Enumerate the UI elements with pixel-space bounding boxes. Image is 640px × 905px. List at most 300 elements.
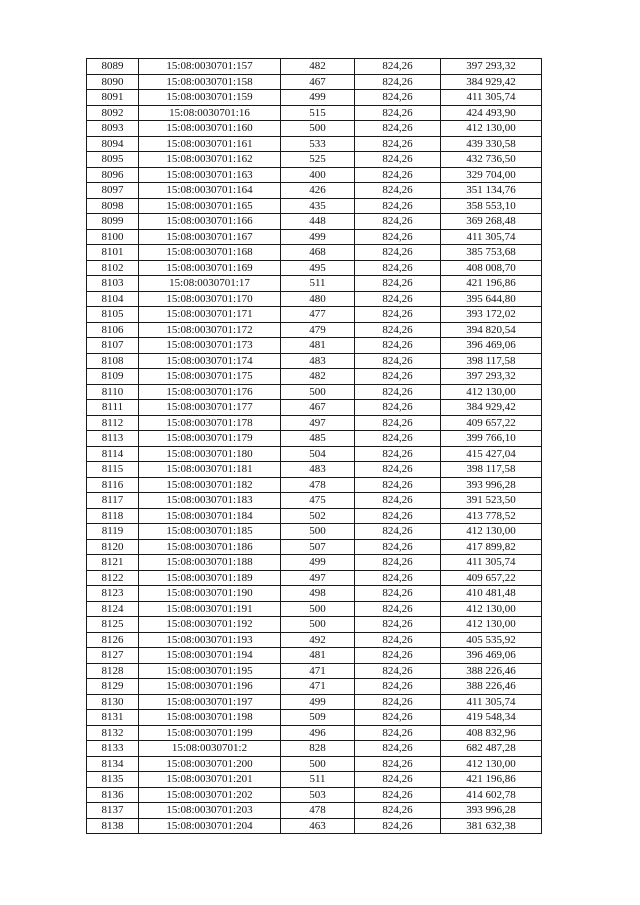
table-row [87, 477, 542, 493]
area-cell: 497 [281, 415, 355, 431]
row-number-cell: 8137 [87, 803, 139, 819]
row-number-cell: 8129 [87, 679, 139, 695]
area-cell: 497 [281, 570, 355, 586]
row-number-cell: 8121 [87, 555, 139, 571]
rate-cell: 824,26 [355, 276, 441, 292]
row-number-cell: 8112 [87, 415, 139, 431]
cadastral-number-cell: 15:08:0030701:194 [139, 648, 281, 664]
area-cell: 482 [281, 59, 355, 75]
rate-cell: 824,26 [355, 291, 441, 307]
cadastral-number-cell: 15:08:0030701:203 [139, 803, 281, 819]
cadastral-value-cell: 410 481,48 [441, 586, 542, 602]
rate-cell: 824,26 [355, 477, 441, 493]
area-cell: 483 [281, 462, 355, 478]
cadastral-number-cell: 15:08:0030701:172 [139, 322, 281, 338]
row-number-cell: 8138 [87, 818, 139, 834]
cadastral-number-cell: 15:08:0030701:202 [139, 787, 281, 803]
area-cell: 485 [281, 431, 355, 447]
table-row [87, 756, 542, 772]
cadastral-number-cell: 15:08:0030701:186 [139, 539, 281, 555]
rate-cell: 824,26 [355, 725, 441, 741]
cadastral-number-cell: 15:08:0030701:165 [139, 198, 281, 214]
row-number-cell: 8098 [87, 198, 139, 214]
rate-cell: 824,26 [355, 431, 441, 447]
row-number-cell: 8127 [87, 648, 139, 664]
rate-cell: 824,26 [355, 493, 441, 509]
table-row [87, 803, 542, 819]
table-row [87, 570, 542, 586]
cadastral-number-cell: 15:08:0030701:188 [139, 555, 281, 571]
cadastral-number-cell: 15:08:0030701:184 [139, 508, 281, 524]
cadastral-value-cell: 412 130,00 [441, 384, 542, 400]
area-cell: 500 [281, 384, 355, 400]
rate-cell: 824,26 [355, 167, 441, 183]
area-cell: 828 [281, 741, 355, 757]
rate-cell: 824,26 [355, 214, 441, 230]
area-cell: 483 [281, 353, 355, 369]
table-row [87, 90, 542, 106]
area-cell: 478 [281, 477, 355, 493]
table-row [87, 74, 542, 90]
cadastral-number-cell: 15:08:0030701:199 [139, 725, 281, 741]
cadastral-value-cell: 408 832,96 [441, 725, 542, 741]
rate-cell: 824,26 [355, 90, 441, 106]
area-cell: 502 [281, 508, 355, 524]
row-number-cell: 8128 [87, 663, 139, 679]
table-row [87, 260, 542, 276]
table-row [87, 291, 542, 307]
area-cell: 500 [281, 524, 355, 540]
cadastral-number-cell: 15:08:0030701:16 [139, 105, 281, 121]
cadastral-number-cell: 15:08:0030701:176 [139, 384, 281, 400]
table-row [87, 663, 542, 679]
cadastral-value-cell: 412 130,00 [441, 121, 542, 137]
rate-cell: 824,26 [355, 648, 441, 664]
table-row [87, 462, 542, 478]
rate-cell: 824,26 [355, 772, 441, 788]
cadastral-value-cell: 409 657,22 [441, 415, 542, 431]
rate-cell: 824,26 [355, 679, 441, 695]
cadastral-number-cell: 15:08:0030701:185 [139, 524, 281, 540]
cadastral-number-cell: 15:08:0030701:190 [139, 586, 281, 602]
row-number-cell: 8124 [87, 601, 139, 617]
row-number-cell: 8109 [87, 369, 139, 385]
cadastral-value-cell: 415 427,04 [441, 446, 542, 462]
area-cell: 478 [281, 803, 355, 819]
table-row [87, 400, 542, 416]
cadastral-number-cell: 15:08:0030701:164 [139, 183, 281, 199]
row-number-cell: 8108 [87, 353, 139, 369]
cadastral-value-cell: 391 523,50 [441, 493, 542, 509]
area-cell: 525 [281, 152, 355, 168]
area-cell: 426 [281, 183, 355, 199]
area-cell: 511 [281, 276, 355, 292]
table-row [87, 198, 542, 214]
cadastral-value-cell: 408 008,70 [441, 260, 542, 276]
cadastral-number-cell: 15:08:0030701:189 [139, 570, 281, 586]
cadastral-number-cell: 15:08:0030701:191 [139, 601, 281, 617]
rate-cell: 824,26 [355, 74, 441, 90]
cadastral-number-cell: 15:08:0030701:192 [139, 617, 281, 633]
cadastral-value-cell: 412 130,00 [441, 601, 542, 617]
area-cell: 504 [281, 446, 355, 462]
table-row [87, 105, 542, 121]
table-row [87, 555, 542, 571]
area-cell: 507 [281, 539, 355, 555]
row-number-cell: 8113 [87, 431, 139, 447]
cadastral-value-cell: 411 305,74 [441, 229, 542, 245]
cadastral-value-cell: 395 644,80 [441, 291, 542, 307]
row-number-cell: 8106 [87, 322, 139, 338]
cadastral-number-cell: 15:08:0030701:161 [139, 136, 281, 152]
table-row [87, 322, 542, 338]
cadastral-value-cell: 384 929,42 [441, 400, 542, 416]
area-cell: 448 [281, 214, 355, 230]
area-cell: 468 [281, 245, 355, 261]
cadastral-value-cell: 369 268,48 [441, 214, 542, 230]
cadastral-number-cell: 15:08:0030701:196 [139, 679, 281, 695]
cadastral-value-cell: 399 766,10 [441, 431, 542, 447]
cadastral-number-cell: 15:08:0030701:181 [139, 462, 281, 478]
row-number-cell: 8095 [87, 152, 139, 168]
cadastral-number-cell: 15:08:0030701:162 [139, 152, 281, 168]
table-row [87, 245, 542, 261]
cadastral-value-cell: 329 704,00 [441, 167, 542, 183]
area-cell: 495 [281, 260, 355, 276]
rate-cell: 824,26 [355, 741, 441, 757]
area-cell: 492 [281, 632, 355, 648]
cadastral-value-cell: 405 535,92 [441, 632, 542, 648]
rate-cell: 824,26 [355, 508, 441, 524]
area-cell: 482 [281, 369, 355, 385]
table-row [87, 353, 542, 369]
rate-cell: 824,26 [355, 152, 441, 168]
row-number-cell: 8097 [87, 183, 139, 199]
cadastral-number-cell: 15:08:0030701:179 [139, 431, 281, 447]
cadastral-value-cell: 397 293,32 [441, 369, 542, 385]
table-row [87, 741, 542, 757]
area-cell: 475 [281, 493, 355, 509]
rate-cell: 824,26 [355, 756, 441, 772]
cadastral-number-cell: 15:08:0030701:197 [139, 694, 281, 710]
area-cell: 533 [281, 136, 355, 152]
cadastral-number-cell: 15:08:0030701:201 [139, 772, 281, 788]
row-number-cell: 8093 [87, 121, 139, 137]
cadastral-value-cell: 396 469,06 [441, 648, 542, 664]
rate-cell: 824,26 [355, 570, 441, 586]
cadastral-number-cell: 15:08:0030701:180 [139, 446, 281, 462]
row-number-cell: 8125 [87, 617, 139, 633]
cadastral-value-table [86, 58, 542, 834]
cadastral-value-cell: 397 293,32 [441, 59, 542, 75]
row-number-cell: 8130 [87, 694, 139, 710]
cadastral-value-cell: 411 305,74 [441, 90, 542, 106]
cadastral-number-cell: 15:08:0030701:2 [139, 741, 281, 757]
rate-cell: 824,26 [355, 415, 441, 431]
rate-cell: 824,26 [355, 183, 441, 199]
cadastral-value-cell: 396 469,06 [441, 338, 542, 354]
row-number-cell: 8102 [87, 260, 139, 276]
table-row [87, 152, 542, 168]
rate-cell: 824,26 [355, 663, 441, 679]
row-number-cell: 8123 [87, 586, 139, 602]
row-number-cell: 8134 [87, 756, 139, 772]
area-cell: 499 [281, 694, 355, 710]
table-row [87, 524, 542, 540]
table-row [87, 725, 542, 741]
cadastral-value-cell: 412 130,00 [441, 524, 542, 540]
cadastral-value-cell: 409 657,22 [441, 570, 542, 586]
rate-cell: 824,26 [355, 245, 441, 261]
row-number-cell: 8135 [87, 772, 139, 788]
table-row [87, 446, 542, 462]
rate-cell: 824,26 [355, 136, 441, 152]
table-row [87, 617, 542, 633]
table-row [87, 229, 542, 245]
cadastral-value-cell: 388 226,46 [441, 663, 542, 679]
cadastral-value-cell: 432 736,50 [441, 152, 542, 168]
rate-cell: 824,26 [355, 710, 441, 726]
table-row [87, 648, 542, 664]
area-cell: 500 [281, 601, 355, 617]
row-number-cell: 8122 [87, 570, 139, 586]
cadastral-value-cell: 424 493,90 [441, 105, 542, 121]
cadastral-value-cell: 421 196,86 [441, 772, 542, 788]
cadastral-value-cell: 682 487,28 [441, 741, 542, 757]
area-cell: 509 [281, 710, 355, 726]
table-row [87, 384, 542, 400]
row-number-cell: 8103 [87, 276, 139, 292]
cadastral-number-cell: 15:08:0030701:183 [139, 493, 281, 509]
cadastral-value-cell: 398 117,58 [441, 353, 542, 369]
rate-cell: 824,26 [355, 555, 441, 571]
row-number-cell: 8120 [87, 539, 139, 555]
cadastral-value-cell: 412 130,00 [441, 617, 542, 633]
table-row [87, 167, 542, 183]
area-cell: 471 [281, 663, 355, 679]
area-cell: 477 [281, 307, 355, 323]
cadastral-number-cell: 15:08:0030701:174 [139, 353, 281, 369]
area-cell: 496 [281, 725, 355, 741]
row-number-cell: 8117 [87, 493, 139, 509]
cadastral-value-cell: 411 305,74 [441, 555, 542, 571]
rate-cell: 824,26 [355, 539, 441, 555]
table-row [87, 818, 542, 834]
cadastral-number-cell: 15:08:0030701:171 [139, 307, 281, 323]
area-cell: 480 [281, 291, 355, 307]
area-cell: 463 [281, 818, 355, 834]
rate-cell: 824,26 [355, 462, 441, 478]
cadastral-number-cell: 15:08:0030701:160 [139, 121, 281, 137]
cadastral-number-cell: 15:08:0030701:182 [139, 477, 281, 493]
area-cell: 471 [281, 679, 355, 695]
cadastral-value-cell: 358 553,10 [441, 198, 542, 214]
table-row [87, 679, 542, 695]
row-number-cell: 8119 [87, 524, 139, 540]
row-number-cell: 8131 [87, 710, 139, 726]
cadastral-value-cell: 413 778,52 [441, 508, 542, 524]
rate-cell: 824,26 [355, 260, 441, 276]
row-number-cell: 8100 [87, 229, 139, 245]
area-cell: 500 [281, 617, 355, 633]
area-cell: 479 [281, 322, 355, 338]
cadastral-value-cell: 398 117,58 [441, 462, 542, 478]
rate-cell: 824,26 [355, 59, 441, 75]
table-row [87, 214, 542, 230]
rate-cell: 824,26 [355, 601, 441, 617]
area-cell: 498 [281, 586, 355, 602]
rate-cell: 824,26 [355, 632, 441, 648]
row-number-cell: 8104 [87, 291, 139, 307]
cadastral-value-cell: 393 996,28 [441, 803, 542, 819]
table-row [87, 772, 542, 788]
table-row [87, 183, 542, 199]
rate-cell: 824,26 [355, 818, 441, 834]
row-number-cell: 8116 [87, 477, 139, 493]
row-number-cell: 8110 [87, 384, 139, 400]
row-number-cell: 8094 [87, 136, 139, 152]
cadastral-value-cell: 381 632,38 [441, 818, 542, 834]
area-cell: 467 [281, 400, 355, 416]
rate-cell: 824,26 [355, 322, 441, 338]
cadastral-number-cell: 15:08:0030701:169 [139, 260, 281, 276]
rate-cell: 824,26 [355, 105, 441, 121]
row-number-cell: 8132 [87, 725, 139, 741]
area-cell: 481 [281, 648, 355, 664]
cadastral-number-cell: 15:08:0030701:158 [139, 74, 281, 90]
area-cell: 511 [281, 772, 355, 788]
table-row [87, 369, 542, 385]
cadastral-number-cell: 15:08:0030701:168 [139, 245, 281, 261]
table-row [87, 59, 542, 75]
cadastral-number-cell: 15:08:0030701:175 [139, 369, 281, 385]
row-number-cell: 8126 [87, 632, 139, 648]
cadastral-value-cell: 393 996,28 [441, 477, 542, 493]
table-row [87, 632, 542, 648]
rate-cell: 824,26 [355, 586, 441, 602]
cadastral-value-cell: 439 330,58 [441, 136, 542, 152]
area-cell: 400 [281, 167, 355, 183]
area-cell: 499 [281, 229, 355, 245]
table-row [87, 787, 542, 803]
rate-cell: 824,26 [355, 400, 441, 416]
area-cell: 499 [281, 555, 355, 571]
cadastral-number-cell: 15:08:0030701:193 [139, 632, 281, 648]
cadastral-number-cell: 15:08:0030701:17 [139, 276, 281, 292]
cadastral-number-cell: 15:08:0030701:195 [139, 663, 281, 679]
cadastral-number-cell: 15:08:0030701:200 [139, 756, 281, 772]
cadastral-number-cell: 15:08:0030701:157 [139, 59, 281, 75]
cadastral-value-cell: 411 305,74 [441, 694, 542, 710]
row-number-cell: 8099 [87, 214, 139, 230]
cadastral-number-cell: 15:08:0030701:167 [139, 229, 281, 245]
cadastral-number-cell: 15:08:0030701:204 [139, 818, 281, 834]
area-cell: 503 [281, 787, 355, 803]
cadastral-value-cell: 351 134,76 [441, 183, 542, 199]
table-row [87, 338, 542, 354]
cadastral-number-cell: 15:08:0030701:159 [139, 90, 281, 106]
area-cell: 500 [281, 121, 355, 137]
cadastral-value-cell: 394 820,54 [441, 322, 542, 338]
rate-cell: 824,26 [355, 229, 441, 245]
cadastral-number-cell: 15:08:0030701:198 [139, 710, 281, 726]
table-row [87, 415, 542, 431]
cadastral-value-cell: 419 548,34 [441, 710, 542, 726]
cadastral-value-cell: 421 196,86 [441, 276, 542, 292]
row-number-cell: 8101 [87, 245, 139, 261]
row-number-cell: 8096 [87, 167, 139, 183]
rate-cell: 824,26 [355, 803, 441, 819]
row-number-cell: 8089 [87, 59, 139, 75]
rate-cell: 824,26 [355, 198, 441, 214]
table-row [87, 307, 542, 323]
rate-cell: 824,26 [355, 338, 441, 354]
area-cell: 467 [281, 74, 355, 90]
area-cell: 499 [281, 90, 355, 106]
area-cell: 500 [281, 756, 355, 772]
cadastral-number-cell: 15:08:0030701:177 [139, 400, 281, 416]
cadastral-value-cell: 393 172,02 [441, 307, 542, 323]
table-row [87, 586, 542, 602]
cadastral-number-cell: 15:08:0030701:173 [139, 338, 281, 354]
cadastral-number-cell: 15:08:0030701:178 [139, 415, 281, 431]
cadastral-value-cell: 412 130,00 [441, 756, 542, 772]
table-row [87, 601, 542, 617]
area-cell: 435 [281, 198, 355, 214]
cadastral-value-cell: 414 602,78 [441, 787, 542, 803]
rate-cell: 824,26 [355, 694, 441, 710]
row-number-cell: 8136 [87, 787, 139, 803]
table-row [87, 431, 542, 447]
table-row [87, 508, 542, 524]
table-row [87, 539, 542, 555]
table-body [87, 59, 542, 834]
table-row [87, 493, 542, 509]
row-number-cell: 8133 [87, 741, 139, 757]
row-number-cell: 8091 [87, 90, 139, 106]
table-row [87, 121, 542, 137]
row-number-cell: 8090 [87, 74, 139, 90]
row-number-cell: 8118 [87, 508, 139, 524]
rate-cell: 824,26 [355, 307, 441, 323]
rate-cell: 824,26 [355, 617, 441, 633]
row-number-cell: 8111 [87, 400, 139, 416]
row-number-cell: 8107 [87, 338, 139, 354]
cadastral-value-cell: 417 899,82 [441, 539, 542, 555]
area-cell: 481 [281, 338, 355, 354]
rate-cell: 824,26 [355, 384, 441, 400]
rate-cell: 824,26 [355, 524, 441, 540]
rate-cell: 824,26 [355, 369, 441, 385]
cadastral-number-cell: 15:08:0030701:163 [139, 167, 281, 183]
table-row [87, 710, 542, 726]
row-number-cell: 8115 [87, 462, 139, 478]
table-row [87, 276, 542, 292]
cadastral-number-cell: 15:08:0030701:166 [139, 214, 281, 230]
rate-cell: 824,26 [355, 353, 441, 369]
row-number-cell: 8114 [87, 446, 139, 462]
rate-cell: 824,26 [355, 787, 441, 803]
cadastral-value-cell: 385 753,68 [441, 245, 542, 261]
row-number-cell: 8092 [87, 105, 139, 121]
cadastral-number-cell: 15:08:0030701:170 [139, 291, 281, 307]
area-cell: 515 [281, 105, 355, 121]
rate-cell: 824,26 [355, 121, 441, 137]
cadastral-value-cell: 384 929,42 [441, 74, 542, 90]
cadastral-value-cell: 388 226,46 [441, 679, 542, 695]
table-row [87, 694, 542, 710]
row-number-cell: 8105 [87, 307, 139, 323]
